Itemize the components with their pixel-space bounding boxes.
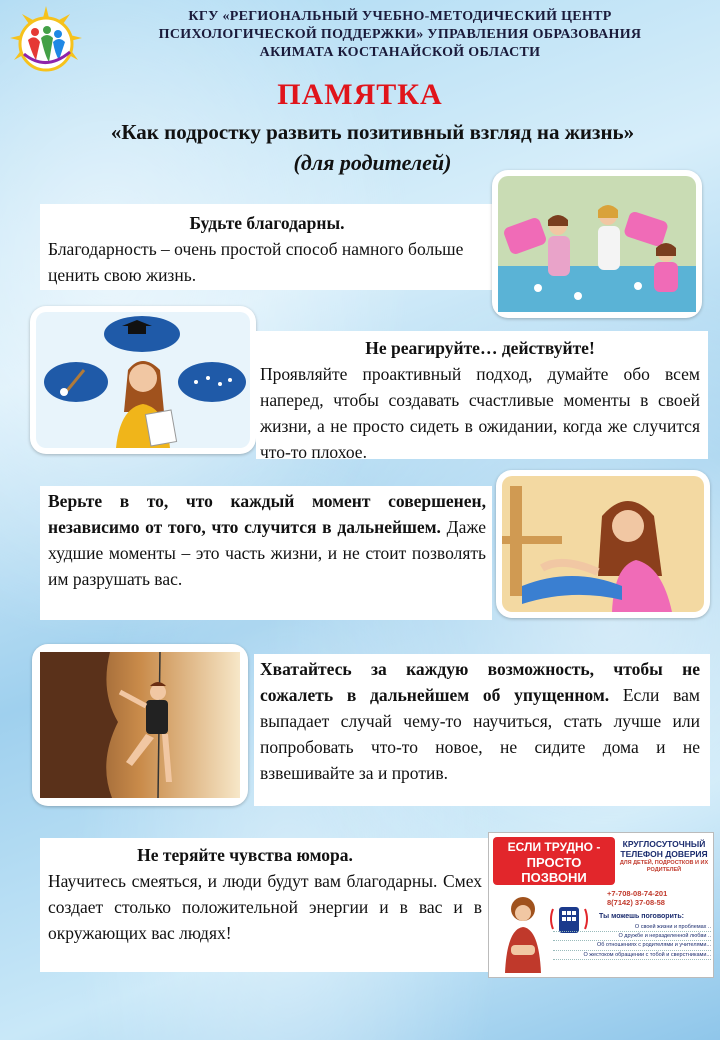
sad-child-icon bbox=[495, 889, 551, 973]
poster-phone-1: +7-708-08-74-201 bbox=[607, 889, 668, 898]
organization-name bbox=[100, 8, 700, 62]
poster-topic: О своей жизни и проблемах .. bbox=[553, 923, 711, 932]
poster-hotline bbox=[617, 839, 711, 859]
tip-moment-text: Даже худшие моменты – это часть жизни, и не стоит позволять им разрушать вас. bbox=[48, 517, 486, 589]
tip-grateful-heading: Будьте благодарны. bbox=[189, 213, 345, 233]
org-line-1: КГУ «РЕГИОНАЛЬНЫЙ УЧЕБНО-МЕТОДИЧЕСКИЙ ЦЕНТР bbox=[188, 9, 612, 24]
tip-humor bbox=[40, 838, 488, 972]
page-title: ПАМЯТКА bbox=[277, 78, 443, 111]
org-line-2: ПСИХОЛОГИЧЕСКОЙ ПОДДЕРЖКИ» УПРАВЛЕНИЯ ОБРАЗОВАНИЯ bbox=[158, 27, 642, 42]
poster-headline bbox=[493, 837, 615, 885]
page-audience: (для родителей) bbox=[293, 150, 452, 175]
pillow-fight-illustration bbox=[492, 170, 702, 318]
tip-opportunity bbox=[254, 654, 710, 806]
poster-topic: Об отношениях с родителями и учителями... bbox=[553, 941, 711, 950]
poster-topics bbox=[553, 923, 711, 960]
poster-hotline-sub: ДЛЯ ДЕТЕЙ, ПОДРОСТКОВ И ИХ РОДИТЕЛЕЙ bbox=[619, 860, 709, 873]
relaxing-girl-illustration bbox=[496, 470, 710, 618]
tip-moment-lead: Верьте в то, что каждый момент совершенен, независимо от того, что случится в дальнейшем. bbox=[48, 491, 486, 537]
tip-opportunity-lead: Хватайтесь за каждую возможность, чтобы не сожалеть в дальнейшем об упущенном. bbox=[260, 659, 700, 705]
hotline-poster bbox=[488, 832, 714, 978]
climbing-girl-illustration bbox=[32, 644, 248, 806]
tip-grateful bbox=[40, 204, 492, 290]
tip-humor-heading: Не теряйте чувства юмора. bbox=[137, 845, 353, 865]
poster-can-talk: Ты можешь поговорить: bbox=[599, 913, 684, 920]
poster-headline-1: ЕСЛИ ТРУДНО - bbox=[507, 840, 601, 854]
tip-act-heading: Не реагируйте… действуйте! bbox=[365, 338, 595, 358]
tip-act bbox=[256, 331, 708, 462]
tip-humor-text: Научитесь смеяться, и люди будут вам благодарны. Смех создает столько положительной энергии и в вас и в окружающих вас людях! bbox=[48, 871, 482, 943]
people-sun-logo-icon bbox=[8, 4, 84, 80]
tip-moment bbox=[40, 486, 492, 620]
page-subtitle: «Как подростку развить позитивный взгляд на жизнь» bbox=[110, 120, 635, 144]
poster-phones bbox=[607, 889, 707, 907]
thinking-girl-illustration bbox=[30, 306, 256, 454]
poster-hotline-1: КРУГЛОСУТОЧНЫЙ bbox=[622, 839, 706, 849]
tip-act-text: Проявляйте проактивный подход, думайте обо всем наперед, чтобы создавать счастливые моменты в своей жизни, а не просто сидеть в ожидании, когда же случится что-то плохое. bbox=[260, 364, 700, 462]
org-line-3: АКИМАТА КОСТАНАЙСКОЙ ОБЛАСТИ bbox=[259, 45, 541, 60]
tip-grateful-text: Благодарность – очень простой способ намного больше ценить свою жизнь. bbox=[48, 239, 464, 285]
poster-hotline-2: ТЕЛЕФОН ДОВЕРИЯ bbox=[620, 849, 708, 859]
poster-phone-2: 8(7142) 37-08-58 bbox=[607, 898, 665, 907]
poster-headline-2: ПРОСТО ПОЗВОНИ bbox=[521, 855, 587, 885]
poster-topic: О дружбе и неразделенной любви .. bbox=[553, 932, 711, 941]
org-logo bbox=[8, 4, 84, 80]
tip-opportunity-text: Если вам выпадает случай чему-то научиться, стать лучше или попробовать что-то новое, не сидите дома и не взвешивайте за и против. bbox=[260, 685, 700, 783]
poster-topic: О жестоком обращении с тобой и сверстниками... bbox=[553, 951, 711, 960]
